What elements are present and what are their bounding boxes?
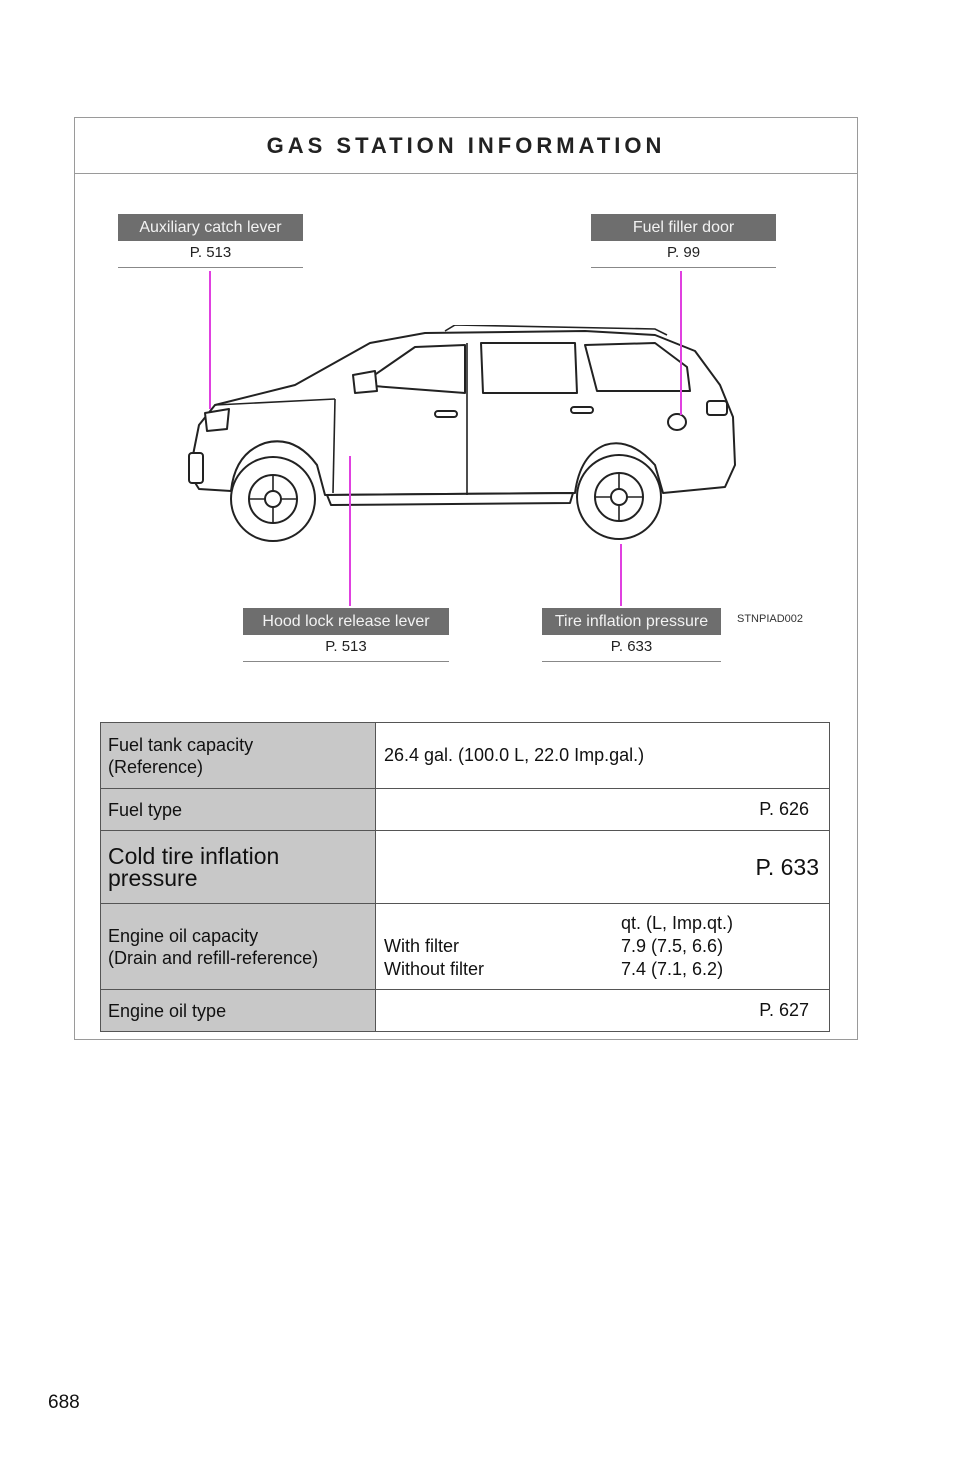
with-filter-label: With filter — [384, 936, 460, 956]
callout-auxiliary-catch-lever[interactable] — [118, 214, 303, 268]
callout-page-ref[interactable]: P. 99 — [591, 241, 776, 268]
oil-capacity-label: Engine oil capacity (Drain and refill-reference) — [101, 904, 376, 990]
callout-label: Auxiliary catch lever — [118, 214, 303, 241]
pointer-hood-lock-release-lever — [349, 456, 351, 606]
table-row-fuel-type — [101, 789, 830, 831]
fuel-type-label: Fuel type — [101, 789, 376, 831]
page-title: GAS STATION INFORMATION — [75, 118, 857, 174]
fuel-type-page-ref[interactable]: P. 626 — [376, 789, 830, 831]
oil-type-label: Engine oil type — [101, 990, 376, 1032]
callout-tire-inflation-pressure[interactable] — [542, 608, 721, 662]
oil-type-page-ref[interactable]: P. 627 — [376, 990, 830, 1032]
image-code: STNPIAD002 — [737, 613, 804, 625]
pointer-tire-inflation-pressure — [620, 544, 622, 606]
gas-station-info-table — [100, 722, 830, 1032]
with-filter-value: 7.9 (7.5, 6.6) — [621, 936, 724, 956]
pointer-auxiliary-catch-lever — [209, 271, 211, 409]
table-row-fuel-tank — [101, 723, 830, 789]
table-row-oil-type — [101, 990, 830, 1032]
callout-label: Hood lock release lever — [243, 608, 449, 635]
callout-page-ref[interactable]: P. 633 — [542, 635, 721, 662]
oil-capacity-value — [376, 904, 830, 990]
cold-tire-page-ref[interactable]: P. 633 — [376, 831, 830, 904]
without-filter-value: 7.4 (7.1, 6.2) — [621, 959, 724, 979]
pointer-fuel-filler-door — [680, 271, 682, 415]
fuel-tank-value: 26.4 gal. (100.0 L, 22.0 Imp.gal.) — [376, 723, 830, 789]
cold-tire-label: Cold tire inflation pressure — [101, 831, 376, 904]
callout-page-ref[interactable]: P. 513 — [118, 241, 303, 268]
callout-label: Tire inflation pressure — [542, 608, 721, 635]
vehicle-illustration — [185, 325, 745, 565]
callout-label: Fuel filler door — [591, 214, 776, 241]
page-number: 688 — [48, 1392, 80, 1413]
fuel-tank-label: Fuel tank capacity (Reference) — [101, 723, 376, 789]
callout-page-ref[interactable]: P. 513 — [243, 635, 449, 662]
table-row-oil-capacity — [101, 904, 830, 990]
callout-hood-lock-release-lever[interactable] — [243, 608, 449, 662]
without-filter-label: Without filter — [384, 959, 485, 979]
callout-fuel-filler-door[interactable] — [591, 214, 776, 268]
oil-unit: qt. (L, Imp.qt.) — [621, 913, 734, 933]
table-row-cold-tire — [101, 831, 830, 904]
